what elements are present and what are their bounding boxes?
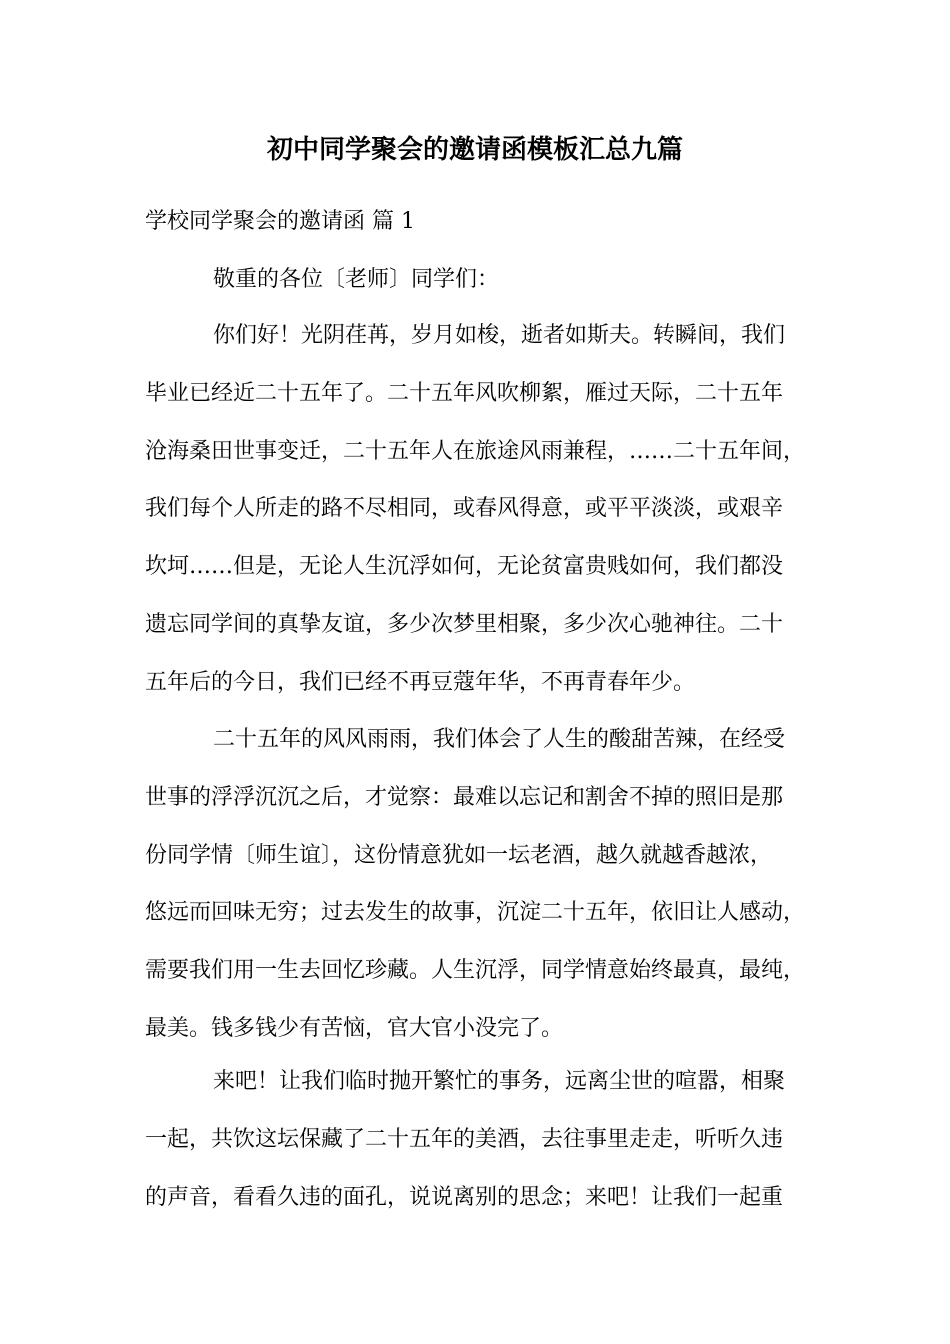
paragraph-line: 来吧！让我们临时抛开繁忙的事务，远离尘世的喧嚣，相聚	[213, 1069, 786, 1094]
paragraph-line: 一起，共饮这坛保藏了二十五年的美酒，去往事里走走，听听久违	[145, 1126, 784, 1152]
paragraph-line: 最美。钱多钱少有苦恼，官大官小没完了。	[145, 1015, 564, 1041]
document-title: 初中同学聚会的邀请函模板汇总九篇	[266, 135, 683, 165]
paragraph-line: 你们好！光阴荏苒，岁月如梭，逝者如斯夫。转瞬间，我们	[213, 323, 786, 348]
paragraph-line: 的声音，看看久违的面孔，说说离别的思念；来吧！让我们一起重	[145, 1184, 784, 1210]
salutation: 敬重的各位〔老师〕同学们：	[213, 267, 500, 292]
paragraph-line: 世事的浮浮沉沉之后，才觉察：最难以忘记和割舍不掉的照旧是那	[145, 784, 784, 810]
paragraph-2	[145, 720, 825, 1067]
paragraph-line: 毕业已经近二十五年了。二十五年风吹柳絮，雁过天际，二十五年	[145, 380, 784, 406]
paragraph-line: 坎坷……但是，无论人生沉浮如何，无论贫富贵贱如何，我们都没	[145, 554, 784, 580]
paragraph-line: 沧海桑田世事变迁，二十五年人在旅途风雨兼程，……二十五年间，	[145, 438, 806, 464]
paragraph-line: 五年后的今日，我们已经不再豆蔻年华，不再青春年少。	[145, 669, 696, 695]
paragraph-line: 份同学情〔师生谊〕，这份情意犹如一坛老酒，越久就越香越浓，	[145, 842, 773, 868]
paragraph-line: 需要我们用一生去回忆珍藏。人生沉浮，同学情意始终最真，最纯，	[145, 958, 806, 984]
paragraph-3	[145, 1062, 825, 1235]
section-heading: 学校同学聚会的邀请函 篇 1	[145, 209, 415, 234]
paragraph-line: 悠远而回味无穷；过去发生的故事，沉淀二十五年，依旧让人感动，	[145, 900, 806, 926]
paragraph-line: 遗忘同学间的真挚友谊，多少次梦里相聚，多少次心驰神往。二十	[145, 611, 784, 637]
paragraph-line: 我们每个人所走的路不尽相同，或春风得意，或平平淡淡，或艰辛	[145, 496, 784, 522]
paragraph-line: 二十五年的风风雨雨，我们体会了人生的酸甜苦辣，在经受	[213, 727, 786, 752]
paragraph-1	[145, 316, 825, 721]
